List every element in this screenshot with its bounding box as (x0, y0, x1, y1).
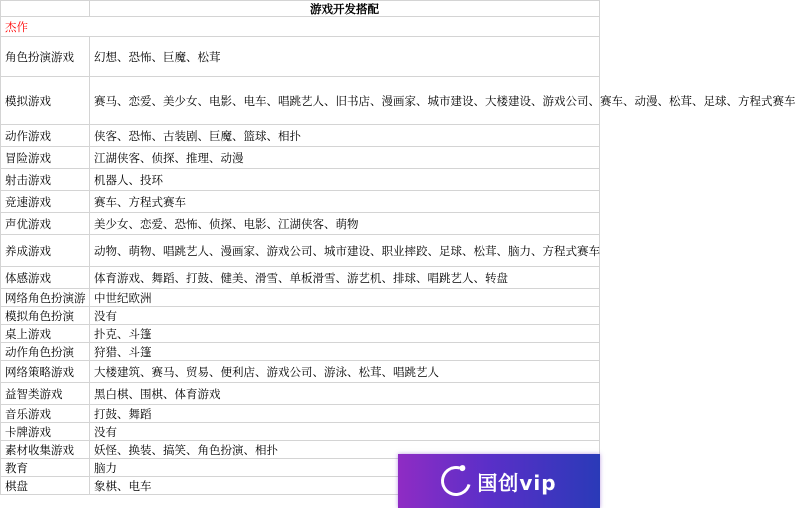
watermark-text: 国创vip (477, 470, 557, 495)
combos-cell[interactable]: 打鼓、舞蹈 (90, 405, 600, 423)
table-row (1, 169, 600, 191)
genre-cell[interactable]: 模拟游戏 (1, 77, 90, 125)
genre-cell[interactable]: 网络角色扮演游 (1, 289, 90, 307)
genre-cell[interactable]: 教育 (1, 459, 90, 477)
combos-cell[interactable]: 赛车、方程式赛车 (90, 191, 600, 213)
genre-cell[interactable]: 射击游戏 (1, 169, 90, 191)
combos-cell[interactable]: 脑力 (90, 459, 600, 477)
title-empty-cell[interactable] (1, 1, 90, 17)
combos-cell[interactable]: 美少女、恋爱、恐怖、侦探、电影、江湖侠客、萌物 (90, 213, 600, 235)
table-row (1, 213, 600, 235)
table-row (1, 235, 600, 267)
genre-cell[interactable]: 益智类游戏 (1, 383, 90, 405)
genre-cell[interactable]: 冒险游戏 (1, 147, 90, 169)
watermark-logo (398, 454, 600, 508)
combos-cell[interactable]: 象棋、电车 (90, 477, 600, 495)
table-row (1, 423, 600, 441)
table-row (1, 325, 600, 343)
genre-cell[interactable]: 角色扮演游戏 (1, 37, 90, 77)
genre-cell[interactable]: 动作游戏 (1, 125, 90, 147)
genre-cell[interactable]: 卡牌游戏 (1, 423, 90, 441)
combos-cell[interactable]: 动物、萌物、唱跳艺人、漫画家、游戏公司、城市建设、职业摔跤、足球、松茸、脑力、方程式赛车 (90, 235, 600, 267)
table-row (1, 267, 600, 289)
planet-icon (436, 461, 477, 502)
genre-cell[interactable]: 桌上游戏 (1, 325, 90, 343)
table-row (1, 77, 600, 125)
combos-cell[interactable]: 中世纪欧洲 (90, 289, 600, 307)
combos-cell[interactable]: 侠客、恐怖、古装剧、巨魔、篮球、相扑 (90, 125, 600, 147)
combos-cell[interactable]: 赛马、恋爱、美少女、电影、电车、唱跳艺人、旧书店、漫画家、城市建设、大楼建设、游戏公司、赛车、动漫、松茸、足球、方程式赛车 (90, 77, 600, 125)
genre-cell[interactable]: 养成游戏 (1, 235, 90, 267)
table-row (1, 343, 600, 361)
combos-cell[interactable]: 黑白棋、围棋、体育游戏 (90, 383, 600, 405)
table-row (1, 37, 600, 77)
table-row (1, 125, 600, 147)
combos-cell[interactable]: 没有 (90, 423, 600, 441)
combos-cell[interactable]: 大楼建筑、赛马、贸易、便利店、游戏公司、游泳、松茸、唱跳艺人 (90, 361, 600, 383)
title-row (1, 1, 600, 17)
genre-cell[interactable]: 动作角色扮演 (1, 343, 90, 361)
table-row (1, 361, 600, 383)
page-title[interactable]: 游戏开发搭配 (90, 1, 600, 17)
section-label[interactable]: 杰作 (1, 17, 600, 37)
table-row (1, 191, 600, 213)
genre-cell[interactable]: 音乐游戏 (1, 405, 90, 423)
genre-cell[interactable]: 竞速游戏 (1, 191, 90, 213)
section-row (1, 17, 600, 37)
genre-cell[interactable]: 网络策略游戏 (1, 361, 90, 383)
table-row (1, 147, 600, 169)
genre-cell[interactable]: 声优游戏 (1, 213, 90, 235)
combos-cell[interactable]: 幻想、恐怖、巨魔、松茸 (90, 37, 600, 77)
genre-cell[interactable]: 棋盘 (1, 477, 90, 495)
table-row (1, 383, 600, 405)
combos-cell[interactable]: 没有 (90, 307, 600, 325)
watermark-brand (441, 466, 556, 496)
table-row (1, 405, 600, 423)
combos-cell[interactable]: 狩猎、斗篷 (90, 343, 600, 361)
combos-cell[interactable]: 机器人、投环 (90, 169, 600, 191)
genre-cell[interactable]: 素材收集游戏 (1, 441, 90, 459)
genre-cell[interactable]: 体感游戏 (1, 267, 90, 289)
combos-cell[interactable]: 体育游戏、舞蹈、打鼓、健美、滑雪、单板滑雪、游艺机、排球、唱跳艺人、转盘 (90, 267, 600, 289)
combos-cell[interactable]: 妖怪、换装、搞笑、角色扮演、相扑 (90, 441, 600, 459)
combos-cell[interactable]: 江湖侠客、侦探、推理、动漫 (90, 147, 600, 169)
table-row (1, 307, 600, 325)
genre-cell[interactable]: 模拟角色扮演 (1, 307, 90, 325)
combos-cell[interactable]: 扑克、斗篷 (90, 325, 600, 343)
table-row (1, 289, 600, 307)
